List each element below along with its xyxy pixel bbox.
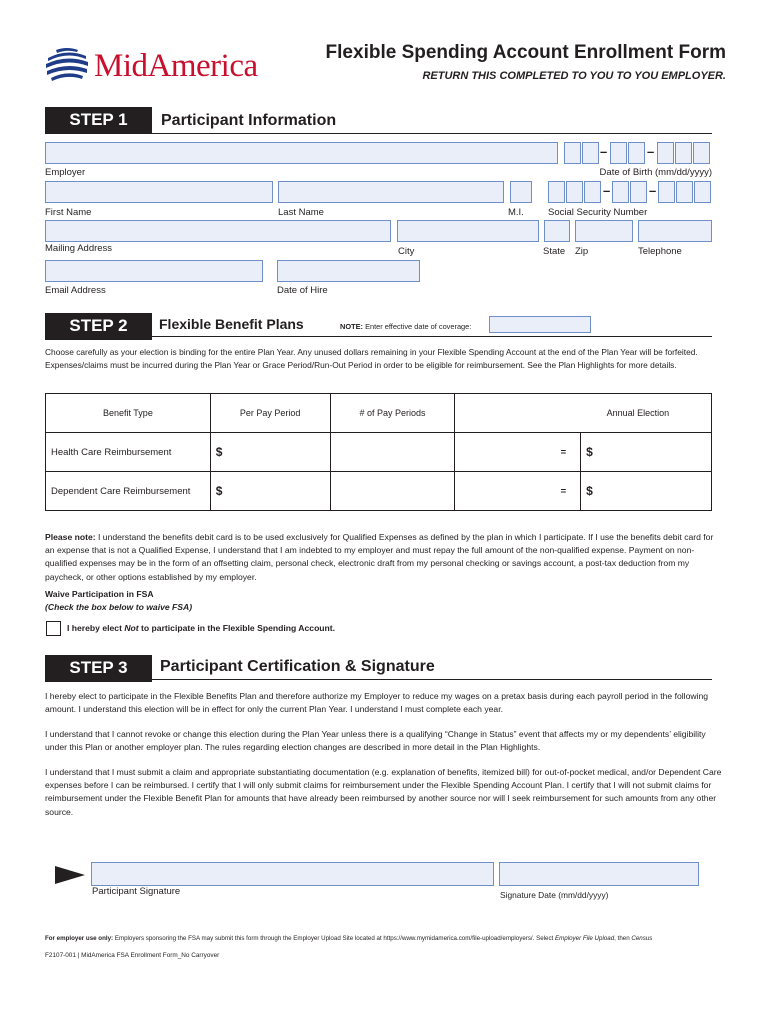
state-label: State [543,246,566,257]
employer-use-note [45,935,652,942]
per-pay-period-cell[interactable] [210,433,330,472]
step2-intro-line1: Choose carefully as your election is binding for the entire Plan Year. Any unused dollars remaining in your Flexible Spending Account at the end of the Plan Year will be forfeited. [45,347,698,357]
step1-rule [152,133,712,134]
logo [44,44,284,88]
date-of-hire-field[interactable] [277,260,420,282]
coverage-note-label: NOTE: [340,322,363,331]
zip-field[interactable] [575,220,633,242]
certification-paragraph-3: I understand that I must submit a claim and appropriate substantiating documentation (e.g. explanation of benefits, itemized bill) for out-of-pocket medical, and/or Dependent Care expenses before I can be reimbursed. I certify that I will only submit claims for reimbursement under the Flexible Spending Account Plan. I certify that I will not submit claims for reimbursement under the Flexible Benefit Plan for amounts that have already been reimbursed by another source nor will I seek reimbursement for such amounts from any other source. [45,767,722,817]
dob-label: Date of Birth (mm/dd/yyyy) [599,167,712,178]
step2-badge: STEP 2 [45,313,152,340]
row-benefit-type: Dependent Care Reimbursement [46,472,211,511]
step2-intro-line2: Expenses/claims must be incurred during the Plan Year or Grace Period/Run-Out Period in order to be eligible for reimbursement. See the Plan Highlights for more details. [45,360,677,370]
waive-subtitle: (Check the box below to waive FSA) [45,602,193,612]
waive-pre: I hereby elect [67,623,122,633]
employer-use-text: Employers sponsoring the FSA may submit this form through the Employer Upload Site located at https://www.mymidamerica.com/file-upload/employers/. Select [114,935,554,942]
step2-rule [152,336,712,337]
step3-rule [152,679,712,680]
header-per-pay-period: Per Pay Period [210,394,330,433]
header-pay-periods: # of Pay Periods [330,394,455,433]
employer-file-upload: Employer File Upload [555,935,615,942]
equals-sign: = [455,433,581,472]
employer-use-label: For employer use only: [45,935,114,942]
step2-heading: Flexible Benefit Plans [159,316,304,332]
coverage-note-text: Enter effective date of coverage: [365,322,472,331]
certification-paragraph-1: I hereby elect to participate in the Flexible Benefits Plan and therefore authorize my Employer to reduce my wages on a pretax basis during each payroll period in the following amount. I understand this election will be in effect for only the current Plan Year. I understand I must complete each year. [45,691,709,715]
row-benefit-type: Health Care Reimbursement [46,433,211,472]
email-field[interactable] [45,260,263,282]
waive-post: to participate in the Flexible Spending Account. [141,623,336,633]
signature-label: Participant Signature [92,886,181,897]
employer-census: Census [631,935,653,942]
table-header-row [46,394,712,433]
mi-field[interactable] [510,181,532,203]
employer-field[interactable] [45,142,558,164]
signature-field[interactable] [91,862,494,886]
step1-heading: Participant Information [161,112,337,129]
ssn-field[interactable]: – – [548,181,712,203]
last-name-field[interactable] [278,181,504,203]
city-label: City [398,246,415,257]
annual-election-cell[interactable] [581,433,712,472]
brand-name: MidAmerica [94,48,258,84]
sign-here-arrow-icon [55,866,85,884]
pay-periods-cell[interactable] [330,472,455,511]
dob-field[interactable]: – – [564,142,712,164]
date-of-hire-label: Date of Hire [277,285,328,296]
mailing-address-label: Mailing Address [45,243,113,254]
benefit-table [45,393,712,511]
per-pay-period-cell[interactable] [210,472,330,511]
equals-sign: = [455,472,581,511]
please-note-text: I understand the benefits debit card is to be used exclusively for Qualified Expenses as defined by the plan in which I participate. If I use the benefits debit card for an expense that is not a Qualified Expense, I understand that I am indebted to my employer and must repay the full amount of the non-qualified expense. Payment on non-qualified expenses may be in the form of an offsetting claim, personal check, electronic draft from my personal checking or savings account, a post-tax deduction from my paycheck, or other options established by my employer. [45,532,714,582]
step1-badge: STEP 1 [45,107,152,134]
coverage-note [340,322,471,331]
currency-symbol: $ [215,484,223,498]
city-field[interactable] [397,220,539,242]
currency-symbol: $ [586,445,593,459]
signature-date-field[interactable] [499,862,699,886]
step3-badge: STEP 3 [45,655,152,682]
employer-then: , then [614,935,630,942]
first-name-field[interactable] [45,181,273,203]
zip-label: Zip [575,246,589,257]
telephone-label: Telephone [638,246,682,257]
signature-date-label: Signature Date (mm/dd/yyyy) [500,890,609,900]
state-field[interactable] [544,220,570,242]
annual-election-cell[interactable] [581,472,712,511]
waive-not: Not [124,623,139,633]
form-code: F2107-001 | MidAmerica FSA Enrollment Form_No Carryover [45,952,220,959]
please-note [45,531,725,584]
mailing-address-field[interactable] [45,220,391,242]
currency-symbol: $ [586,484,593,498]
table-row [46,472,712,511]
form-title: Flexible Spending Account Enrollment Form [325,42,726,63]
currency-symbol: $ [215,445,223,459]
coverage-date-field[interactable] [489,316,591,333]
step3-heading: Participant Certification & Signature [160,658,435,675]
header-annual-election: Annual Election [581,394,712,433]
mi-label: M.I. [508,207,524,218]
header-benefit-type: Benefit Type [46,394,211,433]
globe-logo-icon [44,44,90,88]
waive-title: Waive Participation in FSA [45,589,154,599]
first-name-label: First Name [45,207,92,218]
telephone-field[interactable] [638,220,712,242]
waive-statement [67,622,335,635]
form-subtitle: RETURN THIS COMPLETED TO YOU TO YOU EMPLOYER. [422,70,726,82]
waive-fsa-checkbox[interactable] [46,621,61,636]
last-name-label: Last Name [278,207,324,218]
ssn-label: Social Security Number [548,207,648,218]
please-note-label: Please note: [45,532,96,542]
pay-periods-cell[interactable] [330,433,455,472]
employer-label: Employer [45,167,86,178]
certification-paragraph-2: I understand that I cannot revoke or change this election during the Plan Year unless there is a qualifying “Change in Status” event that affects my or my dependents’ eligibility under this Plan or another employer plan. The rules regarding election changes are described in more detail in the Plan Highlights. [45,729,706,753]
header-blank [455,394,581,433]
email-label: Email Address [45,285,106,296]
table-row [46,433,712,472]
